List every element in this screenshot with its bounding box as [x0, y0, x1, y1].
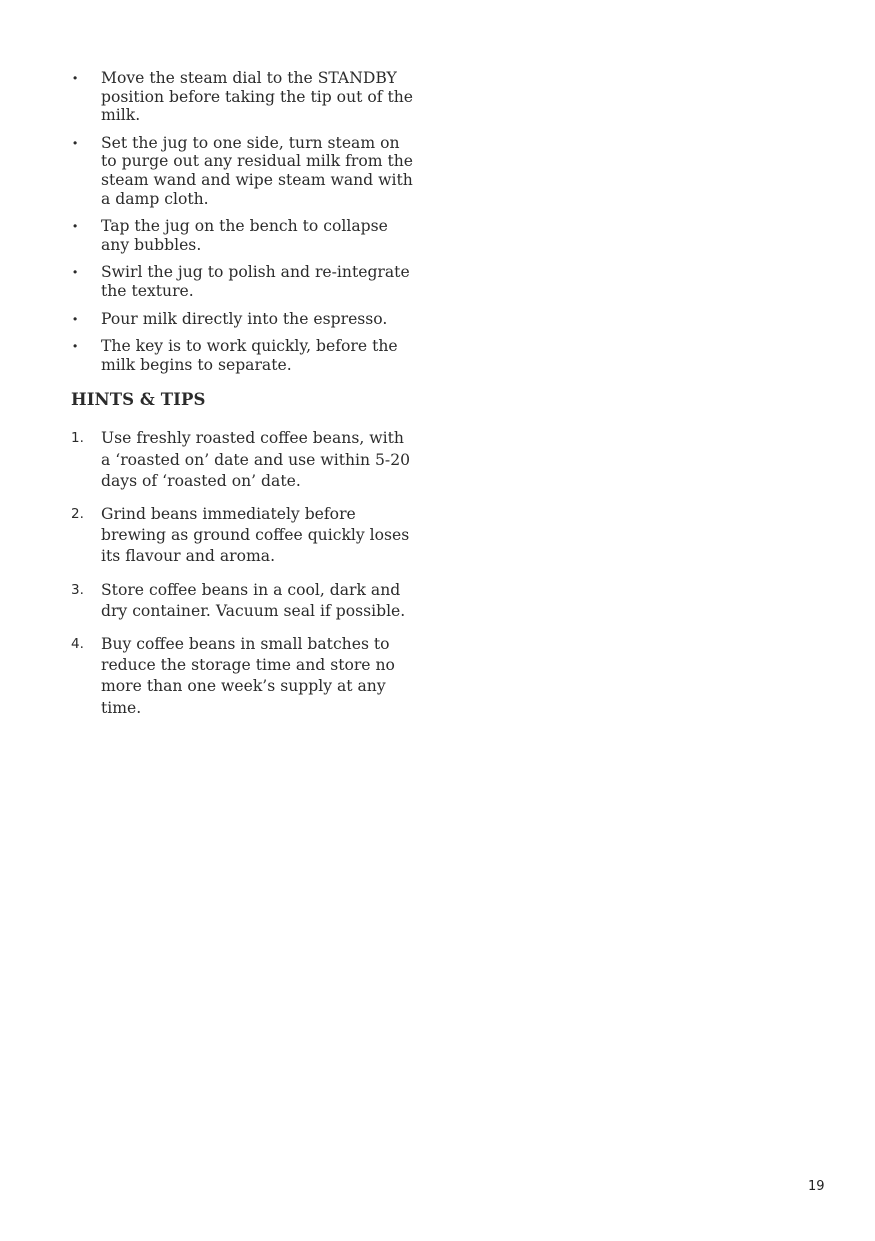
list-item-text: Tap the jug on the bench to collapse any bubbles.	[101, 217, 388, 254]
milk-steps-list	[71, 69, 416, 374]
list-item	[71, 310, 416, 329]
list-item	[71, 263, 416, 300]
bullet-icon: •	[73, 339, 78, 354]
list-item	[71, 217, 416, 254]
page-number: 19	[808, 1179, 825, 1194]
list-item-text: Use freshly roasted coffee beans, with a ‘roasted on’ date and use within 5-20 days of ‘roasted on’ date.	[101, 429, 411, 490]
bullet-icon: •	[73, 311, 78, 326]
bullet-icon: •	[73, 265, 78, 280]
list-item-text: Pour milk directly into the espresso.	[101, 309, 388, 328]
item-number: 1.	[71, 430, 84, 447]
list-item-text: Set the jug to one side, turn steam on to purge out any residual milk from the steam wand and wipe steam wand with a damp cloth.	[101, 133, 414, 208]
list-item-text: Buy coffee beans in small batches to reduce the storage time and store no more than one week’s supply at any time.	[101, 634, 395, 717]
item-number: 3.	[71, 581, 84, 598]
item-number: 2.	[71, 505, 84, 522]
list-item	[71, 634, 416, 719]
list-item-text: The key is to work quickly, before the milk begins to separate.	[101, 337, 398, 374]
list-item-text: Grind beans immediately before brewing as ground coffee quickly loses its flavour and aroma.	[101, 504, 410, 566]
list-item	[71, 337, 416, 374]
list-item	[71, 134, 416, 208]
list-item-text: Store coffee beans in a cool, dark and dry container. Vacuum seal if possible.	[101, 580, 406, 620]
list-item	[71, 504, 416, 568]
list-item-text: Swirl the jug to polish and re-integrate the texture.	[101, 263, 410, 300]
list-item-text: Move the steam dial to the STANDBY position before taking the tip out of the milk.	[101, 69, 413, 125]
list-item	[71, 69, 416, 125]
item-number: 4.	[71, 635, 84, 652]
list-item	[71, 580, 416, 622]
bullet-icon: •	[73, 71, 78, 85]
list-item	[71, 428, 416, 492]
section-heading: HINTS & TIPS	[71, 390, 206, 410]
hints-list	[71, 428, 416, 718]
content-column	[71, 69, 416, 731]
bullet-icon: •	[73, 219, 78, 234]
bullet-icon: •	[73, 135, 78, 150]
